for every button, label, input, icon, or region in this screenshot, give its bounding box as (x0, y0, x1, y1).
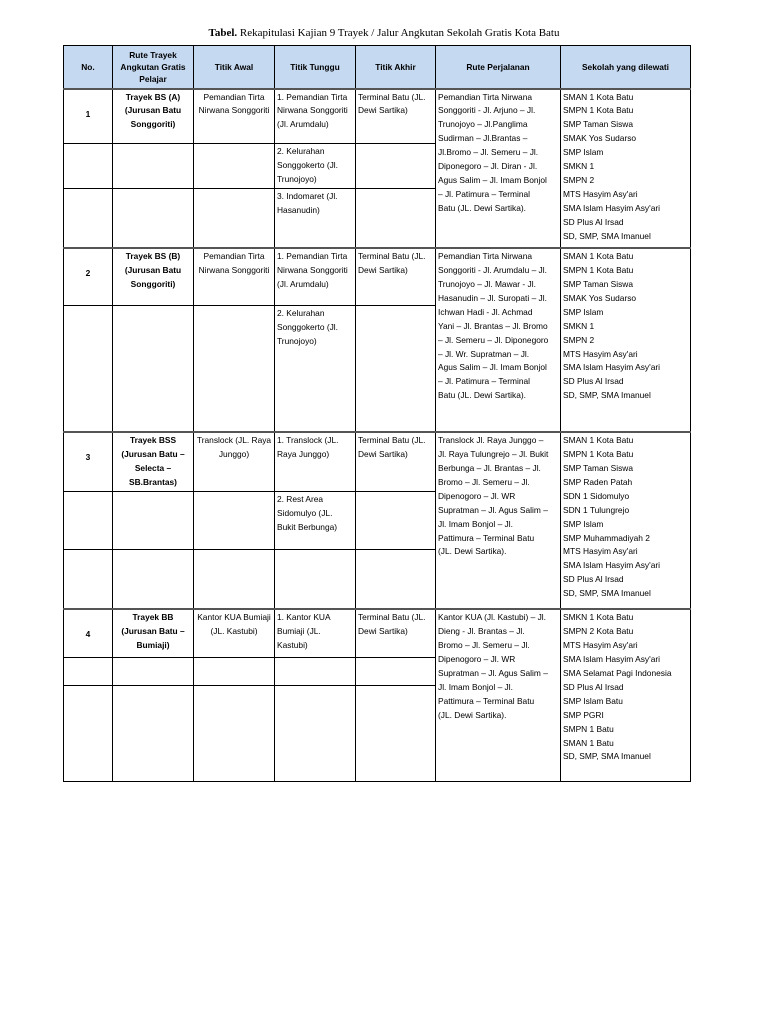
route-path-line: – Jl. Semeru – Jl. Diponegoro (438, 334, 549, 345)
route-name: Trayek BS (A) (Jurusan Batu Songgoriti) (113, 89, 194, 144)
table-row (64, 432, 691, 491)
header-awal: Titik Awal (194, 46, 275, 89)
end-point-empty (356, 657, 436, 685)
school-item: SDN 1 Tulungrejo (563, 504, 630, 515)
route-path-line: Hasanudin – Jl. Suropati – Jl. (438, 292, 547, 303)
header-rute: Rute Trayek Angkutan Gratis Pelajar (113, 46, 194, 89)
end-point-empty (356, 305, 436, 432)
school-item: SMA Islam Hasyim Asy'ari (563, 362, 660, 373)
route-path-line: Pattimura – Terminal Batu (438, 695, 535, 706)
route-path-line: Jl. Imam Bonjol – Jl. (438, 518, 513, 529)
school-item: SMP Islam Batu (563, 695, 623, 706)
row-number-empty (64, 144, 113, 189)
waiting-point: 2. Kelurahan Songgokerto (Jl. Trunojoyo) (275, 144, 356, 189)
row-number-empty (64, 685, 113, 781)
school-item: SMA Islam Hasyim Asy'ari (563, 202, 660, 213)
route-path-line: Supratman – Jl. Agus Salim – (438, 504, 548, 515)
route-path-line: – Jl. Patimura – Terminal (438, 376, 531, 387)
school-item: SDN 1 Sidomulyo (563, 490, 630, 501)
route-path-line: Translock Jl. Raya Junggo – (438, 435, 544, 446)
school-item: SMPN 1 Kota Batu (563, 265, 634, 276)
waiting-point-empty (275, 657, 356, 685)
table-row (64, 89, 691, 144)
school-item: MTS Hasyim Asy'ari (563, 546, 638, 557)
school-item: SMPN 2 Kota Batu (563, 626, 634, 637)
schools-list (561, 248, 691, 432)
school-item: MTS Hasyim Asy'ari (563, 188, 638, 199)
route-path-line: Kantor KUA (Jl. Kastubi) – Jl. (438, 612, 546, 623)
route-path-line: – Jl. Patimura – Terminal (438, 188, 531, 199)
route-path-line: (JL. Dewi Sartika). (438, 709, 507, 720)
route-name: Trayek BB (Jurusan Batu – Bumiaji) (113, 609, 194, 657)
waiting-point: 1. Kantor KUA Bumiaji (JL. Kastubi) (275, 609, 356, 657)
row-number-empty (64, 491, 113, 549)
end-point: Terminal Batu (JL. Dewi Sartika) (356, 609, 436, 657)
school-item: SMPN 1 Kota Batu (563, 105, 634, 116)
row-number: 1 (64, 89, 113, 144)
end-point-empty (356, 685, 436, 781)
school-item: SMAN 1 Kota Batu (563, 251, 634, 262)
school-item: SMPN 2 (563, 334, 595, 345)
school-item: SMP Islam (563, 518, 604, 529)
header-no: No. (64, 46, 113, 89)
school-item: SMP PGRI (563, 709, 604, 720)
end-point-empty (356, 549, 436, 609)
route-path-line: Jl. Raya Tulungrejo – Jl. Bukit (438, 449, 549, 460)
caption-label: Tabel. (208, 27, 238, 39)
header-perjalanan: Rute Perjalanan (436, 46, 561, 89)
route-path-line: Agus Salim – Jl. Imam Bonjol (438, 362, 547, 373)
start-point-empty (194, 144, 275, 189)
route-path-line: Yani – Jl. Brantas – Jl. Bromo (438, 320, 548, 331)
route-path-line: (JL. Dewi Sartika). (438, 546, 507, 557)
route-path (436, 89, 561, 249)
school-item: SMP Taman Siswa (563, 119, 633, 130)
school-item: SD, SMP, SMA Imanuel (563, 230, 651, 241)
table-row (64, 609, 691, 657)
route-path-line: Pemandian Tirta Nirwana (438, 91, 533, 102)
route-path-line: – Jl. Wr. Supratman – Jl. (438, 348, 530, 359)
row-number: 3 (64, 432, 113, 491)
start-point-empty (194, 491, 275, 549)
school-item: SMP Raden Patah (563, 476, 633, 487)
route-path-line: Jl.Bromo – Jl. Semeru – Jl. (438, 147, 539, 158)
header-akhir: Titik Akhir (356, 46, 436, 89)
start-point: Kantor KUA Bumiaji (JL. Kastubi) (194, 609, 275, 657)
header-sekolah: Sekolah yang dilewati (561, 46, 691, 89)
route-name-empty (113, 144, 194, 189)
route-path (436, 248, 561, 432)
route-name: Trayek BSS (Jurusan Batu – Selecta – SB.Brantas) (113, 432, 194, 491)
end-point-empty (356, 491, 436, 549)
route-name-empty (113, 685, 194, 781)
route-path-line: Dipenogoro – Jl. WR (438, 654, 516, 665)
route-name: Trayek BS (B) (Jurusan Batu Songgoriti) (113, 248, 194, 305)
school-item: SMKN 1 Kota Batu (563, 612, 634, 623)
school-item: SMKN 1 (563, 320, 595, 331)
school-item: SMP Taman Siswa (563, 463, 633, 474)
start-point-empty (194, 685, 275, 781)
route-path-line: Berbunga – Jl. Brantas – Jl. (438, 463, 541, 474)
waiting-point-empty (275, 549, 356, 609)
route-name-empty (113, 657, 194, 685)
school-item: SMAK Yos Sudarso (563, 292, 637, 303)
table-row (64, 248, 691, 305)
waiting-point: 2. Rest Area Sidomulyo (JL. Bukit Berbunga) (275, 491, 356, 549)
school-item: SMAN 1 Kota Batu (563, 91, 634, 102)
schools-list (561, 89, 691, 249)
school-item: SD, SMP, SMA Imanuel (563, 588, 651, 599)
school-item: SD Plus Al Irsad (563, 376, 624, 387)
row-number-empty (64, 188, 113, 248)
school-item: SMAK Yos Sudarso (563, 133, 637, 144)
route-path-line: Trunojoyo – Jl.Panglima (438, 119, 528, 130)
school-item: SMP Islam (563, 306, 604, 317)
route-path-line: Dieng - Jl. Brantas – Jl. (438, 626, 525, 637)
start-point-empty (194, 549, 275, 609)
end-point: Terminal Batu (JL. Dewi Sartika) (356, 248, 436, 305)
route-path-line: Dipenogoro – Jl. WR (438, 490, 516, 501)
waiting-point: 1. Translock (JL. Raya Junggo) (275, 432, 356, 491)
table-caption (0, 27, 768, 39)
route-path-line: Songgoriti - Jl. Arumdalu – Jl. (438, 265, 547, 276)
route-path-line: Supratman – Jl. Agus Salim – (438, 667, 548, 678)
route-path-line: Bromo – Jl. Semeru – Jl. (438, 476, 530, 487)
row-number: 4 (64, 609, 113, 657)
route-path-line: Trunojoyo – Jl. Mawar - Jl. (438, 279, 536, 290)
start-point-empty (194, 305, 275, 432)
schools-list (561, 432, 691, 609)
start-point-empty (194, 188, 275, 248)
caption-text: Rekapitulasi Kajian 9 Trayek / Jalur Angkutan Sekolah Gratis Kota Batu (237, 27, 560, 39)
header-row (64, 46, 691, 89)
school-item: SMPN 2 (563, 174, 595, 185)
route-name-empty (113, 305, 194, 432)
route-path-line: Pattimura – Terminal Batu (438, 532, 535, 543)
route-path-line: Jl. Imam Bonjol – Jl. (438, 681, 513, 692)
school-item: SMA Islam Hasyim Asy'ari (563, 654, 660, 665)
school-item: SD Plus Al Irsad (563, 574, 624, 585)
school-item: SD Plus Al Irsad (563, 681, 624, 692)
waiting-point: 1. Pemandian Tirta Nirwana Songgoriti (Jl. Arumdalu) (275, 248, 356, 305)
waiting-point: 2. Kelurahan Songgokerto (Jl. Trunojoyo) (275, 305, 356, 432)
route-name-empty (113, 549, 194, 609)
route-path (436, 609, 561, 781)
row-number-empty (64, 549, 113, 609)
row-number-empty (64, 305, 113, 432)
school-item: MTS Hasyim Asy'ari (563, 640, 638, 651)
route-path-line: Ichwan Hadi - Jl. Achmad (438, 306, 533, 317)
end-point-empty (356, 144, 436, 189)
trayek-table (63, 45, 691, 782)
end-point: Terminal Batu (JL. Dewi Sartika) (356, 432, 436, 491)
route-name-empty (113, 188, 194, 248)
route-path-line: Batu (JL. Dewi Sartika). (438, 390, 526, 401)
school-item: SMPN 1 Batu (563, 723, 614, 734)
school-item: SMAN 1 Kota Batu (563, 435, 634, 446)
schools-list (561, 609, 691, 781)
school-item: SMP Islam (563, 147, 604, 158)
route-path-line: Agus Salim – Jl. Imam Bonjol (438, 174, 547, 185)
row-number: 2 (64, 248, 113, 305)
route-path-line: Batu (JL. Dewi Sartika). (438, 202, 526, 213)
route-path-line: Songgoriti - Jl. Arjuno – Jl. (438, 105, 536, 116)
school-item: SMP Taman Siswa (563, 279, 633, 290)
waiting-point: 1. Pemandian Tirta Nirwana Songgoriti (Jl. Arumdalu) (275, 89, 356, 144)
waiting-point-empty (275, 685, 356, 781)
school-item: SD, SMP, SMA Imanuel (563, 390, 651, 401)
start-point: Pemandian Tirta Nirwana Songgoriti (194, 248, 275, 305)
school-item: SMPN 1 Kota Batu (563, 449, 634, 460)
route-path-line: Sudirman – Jl.Brantas – (438, 133, 528, 144)
start-point: Translock (JL. Raya Junggo) (194, 432, 275, 491)
route-path-line: Diponegoro – Jl. Diran - Jl. (438, 161, 538, 172)
school-item: SD Plus Al Irsad (563, 216, 624, 227)
row-number-empty (64, 657, 113, 685)
end-point-empty (356, 188, 436, 248)
route-path-line: Pemandian Tirta Nirwana (438, 251, 533, 262)
waiting-point: 3. Indomaret (Jl. Hasanudin) (275, 188, 356, 248)
school-item: SMKN 1 (563, 161, 595, 172)
route-path-line: Bromo – Jl. Semeru – Jl. (438, 640, 530, 651)
school-item: SMA Selamat Pagi Indonesia (563, 667, 672, 678)
school-item: MTS Hasyim Asy'ari (563, 348, 638, 359)
route-path (436, 432, 561, 609)
start-point-empty (194, 657, 275, 685)
school-item: SMA Islam Hasyim Asy'ari (563, 560, 660, 571)
school-item: SMAN 1 Batu (563, 737, 614, 748)
start-point: Pemandian Tirta Nirwana Songgoriti (194, 89, 275, 144)
school-item: SMP Muhammadiyah 2 (563, 532, 650, 543)
header-tunggu: Titik Tunggu (275, 46, 356, 89)
end-point: Terminal Batu (JL. Dewi Sartika) (356, 89, 436, 144)
route-name-empty (113, 491, 194, 549)
school-item: SD, SMP, SMA Imanuel (563, 751, 651, 762)
